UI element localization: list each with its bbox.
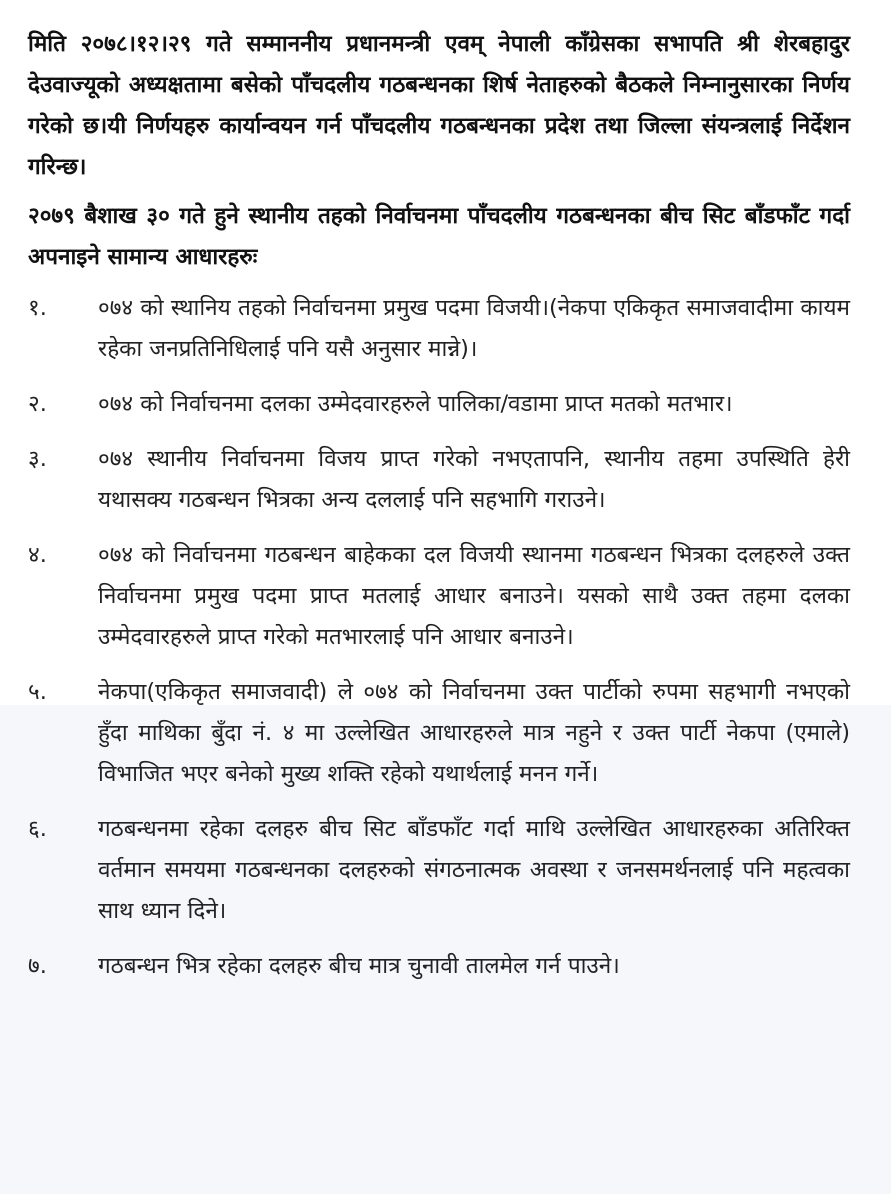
item-number: ४. <box>28 542 47 568</box>
item-number: १. <box>28 295 47 321</box>
list-item <box>28 288 850 370</box>
item-number: ७. <box>28 953 47 979</box>
item-number: ६. <box>28 816 47 842</box>
list-item <box>28 946 850 987</box>
document-body <box>28 24 850 1001</box>
intro-paragraph: मिति २०७८।१२।२९ गते सम्माननीय प्रधानमन्त्री एवम् नेपाली काँग्रेसका सभापति श्री शेरबहादुर देउवाज्यूको अध्यक्षतामा बसेको पाँचदलीय गठबन्धनका शिर्ष नेताहरुको बैठकले निम्नानुसारका निर्णय गरेको छ।यी निर्णयहरु कार्यान्वयन गर्न पाँचदलीय गठबन्धनका प्रदेश तथा जिल्ला संयन्त्रलाई निर्देशन गरिन्छ। <box>28 31 850 180</box>
list-item <box>28 672 850 795</box>
criteria-list <box>28 288 850 987</box>
item-text: नेकपा(एकिकृत समाजवादी) ले ०७४ को निर्वाचनमा उक्त पार्टीको रुपमा सहभागी नभएको हुँदा माथिका बुँदा नं. ४ मा उल्लेखित आधारहरुले मात्र नहुने र उक्त पार्टी नेकपा (एमाले) विभाजित भएर बनेको मुख्य शक्ति रहेको यथार्थलाई मनन गर्ने। <box>98 679 850 787</box>
item-number: ३. <box>28 446 47 472</box>
item-text: गठबन्धनमा रहेका दलहरु बीच सिट बाँडफाँट गर्दा माथि उल्लेखित आधारहरुका अतिरिक्त वर्तमान समयमा गठबन्धनका दलहरुको संगठनात्मक अवस्था र जनसमर्थनलाई पनि महत्वका साथ ध्यान दिने। <box>98 816 850 924</box>
item-text: गठबन्धन भित्र रहेका दलहरु बीच मात्र चुनावी तालमेल गर्न पाउने। <box>98 953 620 979</box>
item-text: ०७४ को निर्वाचनमा गठबन्धन बाहेकका दल विजयी स्थानमा गठबन्धन भित्रका दलहरुले उक्त निर्वाचनमा प्रमुख पदमा प्राप्त मतलाई आधार बनाउने। यसको साथै उक्त तहमा दलका उम्मेदवारहरुले प्राप्त गरेको मतभारलाई पनि आधार बनाउने। <box>98 542 850 650</box>
item-text: ०७४ को निर्वाचनमा दलका उम्मेदवारहरुले पालिका/वडामा प्राप्त मतको मतभार। <box>98 391 733 417</box>
item-text: ०७४ स्थानीय निर्वाचनमा विजय प्राप्त गरेको नभएतापनि, स्थानीय तहमा उपस्थिति हेरी यथासक्य गठबन्धन भित्रका अन्य दललाई पनि सहभागि गराउने। <box>98 446 850 513</box>
list-item <box>28 809 850 932</box>
list-item <box>28 439 850 521</box>
list-item <box>28 535 850 658</box>
item-number: ५. <box>28 679 47 705</box>
item-text: ०७४ को स्थानिय तहको निर्वाचनमा प्रमुख पदमा विजयी।(नेकपा एकिकृत समाजवादीमा कायम रहेका जनप्रतिनिधिलाई पनि यसै अनुसार मान्ने)। <box>98 295 850 362</box>
criteria-heading: २०७९ बैशाख ३० गते हुने स्थानीय तहको निर्वाचनमा पाँचदलीय गठबन्धनका बीच सिट बाँडफाँट गर्दा अपनाइने सामान्य आधारहरुः <box>28 203 850 270</box>
item-number: २. <box>28 391 47 417</box>
list-item <box>28 384 850 425</box>
